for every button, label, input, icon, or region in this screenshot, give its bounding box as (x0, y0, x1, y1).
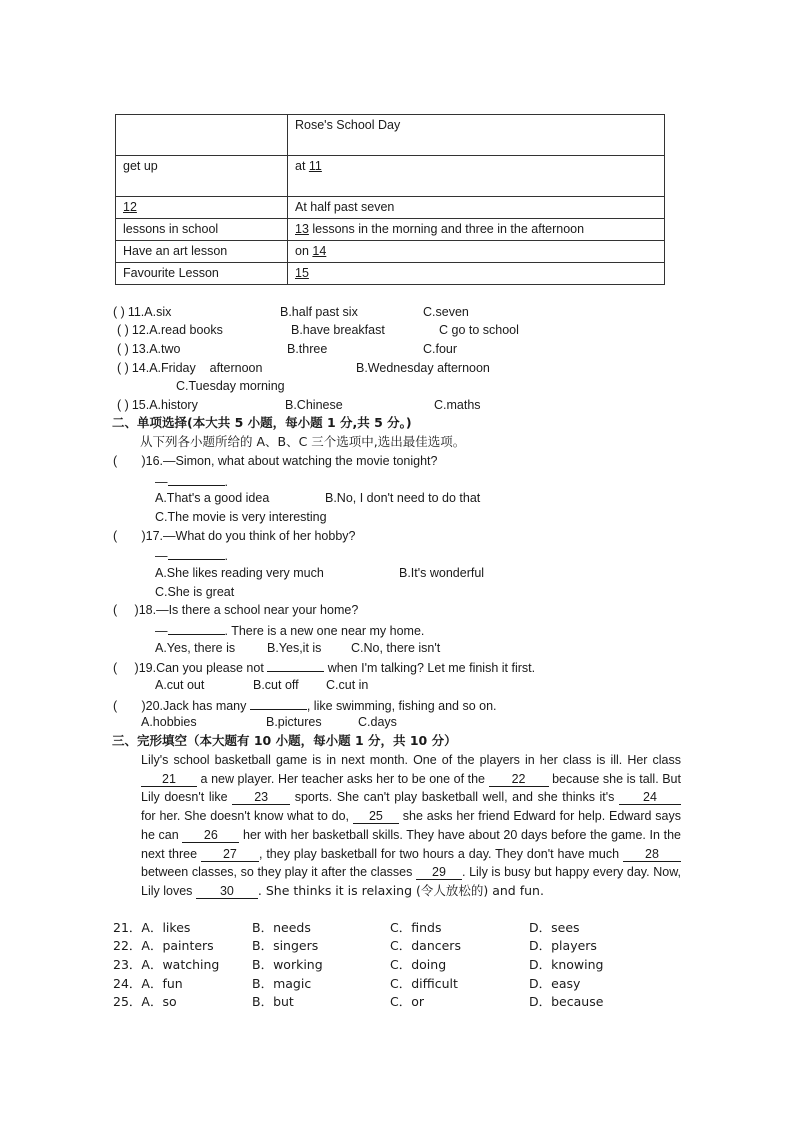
option-c: C.The movie is very interesting (155, 510, 327, 524)
table-cell: Have an art lesson (116, 241, 288, 263)
option-a: A.history (149, 398, 198, 412)
option-d: D．sees (529, 920, 580, 935)
cloze-passage (113, 751, 681, 901)
question-12 (117, 321, 519, 339)
option-a: A．painters (141, 938, 214, 953)
cloze-blank: 29 (416, 865, 462, 880)
answer-blank (168, 620, 225, 635)
option-c: C.days (358, 715, 397, 729)
cloze-blank: 30 (196, 884, 258, 899)
table-row (116, 115, 665, 156)
question-16-options (155, 489, 481, 507)
question-17 (113, 527, 356, 545)
question-20-options (141, 713, 397, 731)
table-row (116, 197, 665, 219)
answer-paren: ( ) (113, 529, 146, 543)
answer-paren: ( ) (117, 361, 129, 375)
option-a: A.read books (149, 323, 223, 337)
option-a: A.cut out (155, 678, 205, 692)
passage-text: . She thinks it is relaxing (令人放松的) and fun. (257, 882, 544, 898)
option-a: A.hobbies (141, 715, 197, 729)
option-c: C.She is great (155, 585, 235, 599)
option-c: C．doing (390, 957, 447, 972)
table-cell (116, 197, 288, 219)
question-stem: , like swimming, fishing and so on. (306, 699, 497, 713)
answer-blank: 15 (295, 266, 309, 280)
question-stem: 16.—Simon, what about watching the movie tonight? (145, 454, 438, 468)
table-row (116, 219, 665, 241)
option-c: C．difficult (390, 976, 458, 991)
answer-blank: 12 (123, 200, 137, 214)
option-a: A.Friday afternoon (149, 361, 263, 375)
cloze-blank: 27 (201, 847, 259, 862)
answer-blank: 13 (295, 222, 309, 236)
section-2-instruction: 从下列各小题所给的 A、B、C 三个选项中,选出最佳选项。 (140, 434, 466, 449)
question-15 (117, 396, 481, 414)
dash: — (155, 624, 168, 638)
answer-paren: ( ) (113, 603, 139, 617)
question-11 (113, 303, 469, 321)
schedule-table (115, 114, 665, 285)
answer-blank (250, 695, 307, 710)
answer-blank (168, 471, 225, 486)
option-b: B.Yes,it is (267, 641, 322, 655)
question-16-option-c (155, 508, 327, 526)
table-cell: Favourite Lesson (116, 263, 288, 285)
question-number: 15. (131, 398, 150, 412)
cloze-blank: 28 (623, 847, 681, 862)
cloze-options-22 (113, 937, 597, 955)
option-c: C.Tuesday morning (176, 379, 285, 393)
question-16 (113, 452, 437, 470)
option-b: B.three (287, 342, 328, 356)
cloze-blank: 26 (182, 828, 239, 843)
answer-blank: 11 (308, 159, 322, 173)
table-cell: get up (116, 156, 288, 197)
punctuation: . (224, 549, 228, 563)
question-18-options (155, 639, 441, 657)
question-number: 13. (131, 342, 150, 356)
table-cell: At half past seven (288, 197, 665, 219)
response-text: . There is a new one near my home. (224, 624, 425, 638)
table-cell (116, 115, 288, 156)
passage-text: a new player. Her teacher asks her to be one of the (197, 771, 489, 786)
question-18-response (155, 620, 424, 640)
cloze-blank: 25 (353, 809, 399, 824)
cloze-blank: 23 (232, 790, 290, 805)
passage-text: sports. She can't play basketball well, and she thinks it's (290, 790, 619, 805)
option-c: C．dancers (390, 938, 461, 953)
option-b: B.have breakfast (291, 323, 385, 337)
answer-paren: ( ) (113, 454, 146, 468)
option-a: A．likes (141, 920, 191, 935)
option-a: A.two (149, 342, 181, 356)
question-13 (117, 340, 458, 358)
passage-text: between classes, so they play it after the classes (141, 865, 416, 880)
cloze-options-21 (113, 919, 580, 937)
passage-text: , they play basketball for two hours a day. They don't have much (258, 846, 623, 861)
cloze-options-25 (113, 993, 604, 1011)
cloze-blank: 24 (619, 790, 681, 805)
option-b: B.No, I don't need to do that (325, 491, 481, 505)
answer-paren: ( ) (117, 323, 129, 337)
cell-text: at (295, 159, 309, 173)
option-c: C．finds (390, 920, 442, 935)
option-c: C.seven (423, 305, 469, 319)
table-row (116, 263, 665, 285)
option-number: 22． (113, 938, 142, 953)
option-number: 21． (113, 920, 142, 935)
passage-text: she asks her friend Edward for help. Edward says he can (141, 809, 682, 842)
question-19 (113, 657, 535, 677)
table-row (116, 156, 665, 197)
option-c: C．or (390, 994, 425, 1009)
dash: — (155, 549, 168, 563)
question-number: 11. (127, 305, 145, 319)
punctuation: . (224, 475, 228, 489)
answer-blank (168, 545, 225, 560)
option-c: C.four (423, 342, 458, 356)
question-stem: 19.Can you please not (138, 661, 268, 675)
answer-paren: ( ) (113, 699, 146, 713)
table-title: Rose's School Day (288, 115, 665, 156)
table-cell (288, 156, 665, 197)
answer-paren: ( ) (117, 342, 129, 356)
question-14 (117, 359, 490, 377)
question-17-option-c (155, 583, 234, 601)
option-c: C.maths (434, 398, 481, 412)
table-cell (288, 219, 665, 241)
option-b: B.It's wonderful (399, 566, 485, 580)
option-a: A.She likes reading very much (155, 566, 324, 580)
question-17-response (155, 545, 228, 565)
option-b: B.pictures (266, 715, 322, 729)
option-b: B．working (252, 957, 323, 972)
passage-text: Lily's school basketball game is in next month. One of the players in her class is ill. Her class (141, 753, 681, 767)
table-cell: lessons in school (116, 219, 288, 241)
table-cell (288, 241, 665, 263)
question-stem: when I'm talking? Let me finish it first. (324, 661, 536, 675)
option-a: A.Yes, there is (155, 641, 236, 655)
question-14-option-c (176, 377, 285, 395)
option-b: B.cut off (253, 678, 299, 692)
question-stem: 17.—What do you think of her hobby? (145, 529, 356, 543)
option-a: A．fun (141, 976, 183, 991)
option-number: 23． (113, 957, 142, 972)
passage-text: . Lily is busy but happy every day. Now, Lily loves (141, 865, 682, 898)
option-number: 25． (113, 994, 142, 1009)
option-d: D．because (529, 994, 604, 1009)
option-number: 24． (113, 976, 142, 991)
question-18 (113, 601, 358, 619)
answer-paren: ( ) (117, 398, 129, 412)
question-number: 12. (131, 323, 150, 337)
question-20 (113, 695, 497, 715)
option-b: B．singers (252, 938, 319, 953)
option-a: A.That's a good idea (155, 491, 270, 505)
option-a: A．watching (141, 957, 220, 972)
option-b: B.Wednesday afternoon (356, 361, 490, 375)
option-b: B.Chinese (285, 398, 343, 412)
question-stem: 20.Jack has many (145, 699, 250, 713)
passage-text: for her. She doesn't know what to do, (141, 809, 353, 824)
answer-paren: ( ) (113, 305, 125, 319)
option-d: D．players (529, 938, 597, 953)
option-c: C.No, there isn't (351, 641, 441, 655)
option-b: B．magic (252, 976, 312, 991)
question-19-options (155, 676, 369, 694)
cloze-blank: 21 (141, 772, 197, 787)
question-number: 14. (131, 361, 150, 375)
passage-text: her with her basketball skills. They have about 20 days before the game. In the next three (141, 827, 681, 861)
cell-text: on (295, 244, 313, 258)
table-cell (288, 263, 665, 285)
section-2-heading: 二、单项选择(本大共 5 小题，每小题 1 分,共 5 分。) (112, 415, 412, 430)
question-16-response (155, 471, 228, 491)
question-stem: 18.—Is there a school near your home? (138, 603, 359, 617)
section-3-heading: 三、完形填空（本大题有 10 小题，每小题 1 分，共 10 分） (112, 733, 457, 748)
cloze-options-23 (113, 956, 604, 974)
table-row (116, 241, 665, 263)
passage-text: because she is tall. But Lily doesn't like (141, 771, 681, 805)
answer-blank (267, 657, 324, 672)
option-c: C go to school (439, 323, 519, 337)
option-d: D．easy (529, 976, 581, 991)
option-a: A．so (141, 994, 177, 1009)
cloze-options-24 (113, 975, 581, 993)
question-17-options (155, 564, 485, 582)
option-d: D．knowing (529, 957, 604, 972)
cloze-blank: 22 (489, 772, 549, 787)
option-b: B．needs (252, 920, 311, 935)
option-b: B.half past six (280, 305, 358, 319)
dash: — (155, 475, 168, 489)
cell-text: lessons in the morning and three in the afternoon (308, 222, 585, 236)
option-b: B．but (252, 994, 294, 1009)
answer-blank: 14 (312, 244, 327, 258)
option-c: C.cut in (326, 678, 369, 692)
answer-paren: ( ) (113, 661, 139, 675)
option-a: A.six (144, 305, 172, 319)
